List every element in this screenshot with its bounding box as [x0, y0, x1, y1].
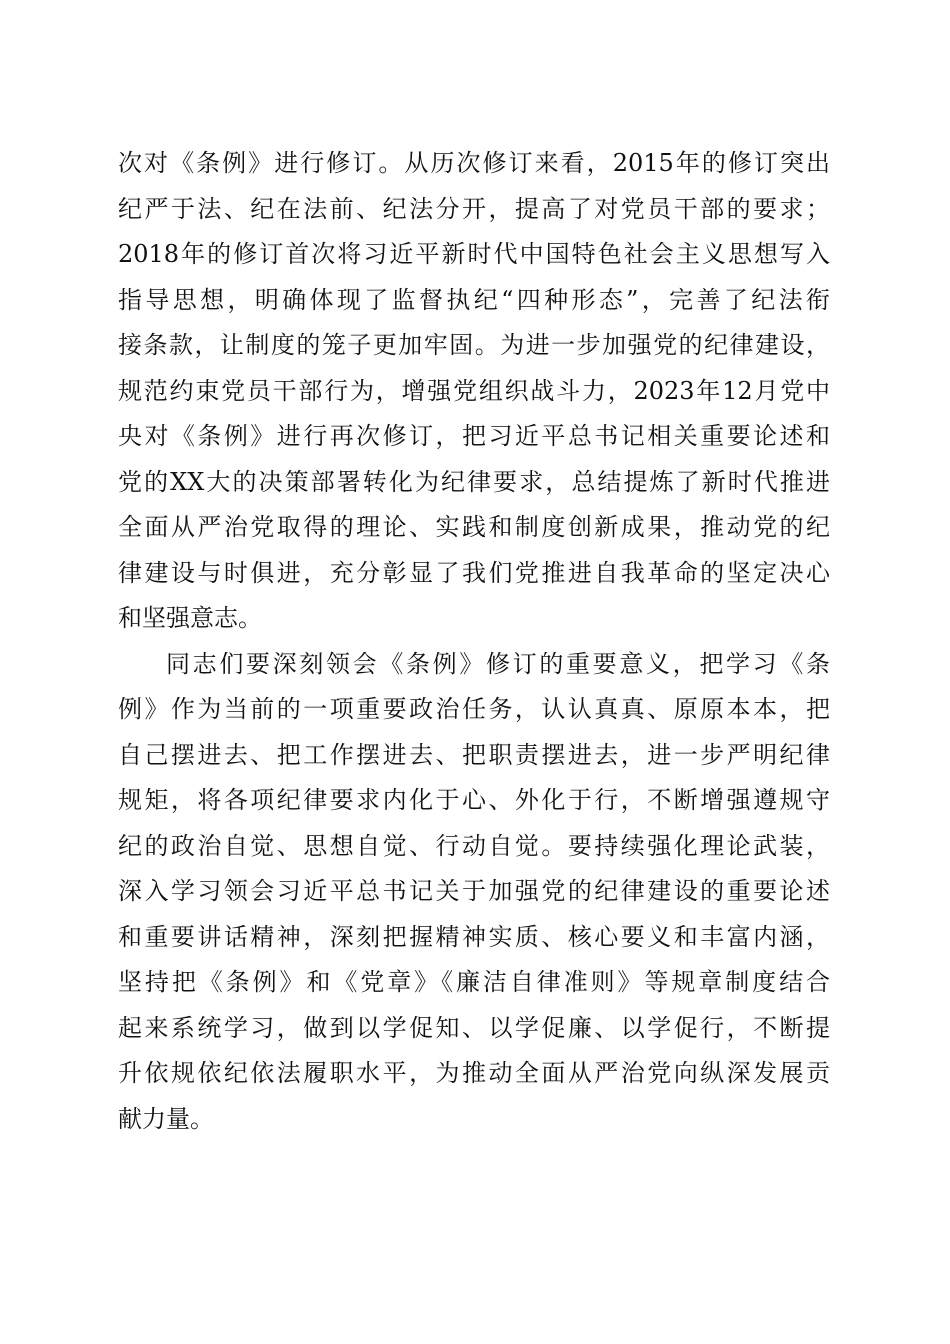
paragraph-1	[118, 141, 830, 642]
text-line: 党的XX大的决策部署转化为纪律要求，总结提炼了新时代推进	[118, 467, 830, 496]
text-line: 献力量。	[118, 1104, 214, 1133]
text-line: 升依规依纪依法履职水平，为推动全面从严治党向纵深发展贡	[118, 1059, 830, 1087]
text-line: 律建设与时俱进，充分彰显了我们党推进自我革命的坚定决心	[118, 558, 830, 587]
text-line: 接条款，让制度的笼子更加牢固。为进一步加强党的纪律建设，	[118, 331, 830, 359]
text-line: 深入学习领会习近平总书记关于加强党的纪律建设的重要论述	[118, 877, 830, 905]
text-line: 规范约束党员干部行为，增强党组织战斗力，2023年12月党中	[118, 376, 830, 405]
text-line: 全面从严治党取得的理论、实践和制度创新成果，推动党的纪	[118, 513, 830, 541]
text-line: 纪严于法、纪在法前、纪法分开，提高了对党员干部的要求；	[118, 194, 830, 223]
text-line: 例》作为当前的一项重要政治任务，认认真真、原原本本，把	[118, 695, 830, 723]
text-line: 央对《条例》进行再次修订，把习近平总书记相关重要论述和	[118, 422, 830, 450]
text-line: 2018年的修订首次将习近平新时代中国特色社会主义思想写入	[118, 240, 830, 268]
text-line: 规矩，将各项纪律要求内化于心、外化于行，不断增强遵规守	[118, 786, 830, 814]
text-line: 同志们要深刻领会《条例》修订的重要意义，把学习《条	[166, 649, 830, 678]
document-body	[118, 141, 830, 1142]
text-line: 自己摆进去、把工作摆进去、把职责摆进去，进一步严明纪律	[118, 740, 830, 769]
text-line: 次对《条例》进行修订。从历次修订来看，2015年的修订突出	[118, 149, 830, 177]
text-line: 和重要讲话精神，深刻把握精神实质、核心要义和丰富内涵，	[118, 922, 830, 951]
paragraph-2	[118, 642, 830, 1143]
text-line: 指导思想，明确体现了监督执纪“四种形态”，完善了纪法衔	[118, 285, 830, 314]
text-line: 纪的政治自觉、思想自觉、行动自觉。要持续强化理论武装，	[118, 831, 830, 860]
text-line: 和坚强意志。	[118, 604, 262, 632]
text-line: 坚持把《条例》和《党章》《廉洁自律准则》等规章制度结合	[118, 968, 830, 996]
text-line: 起来系统学习，做到以学促知、以学促廉、以学促行，不断提	[118, 1013, 830, 1042]
